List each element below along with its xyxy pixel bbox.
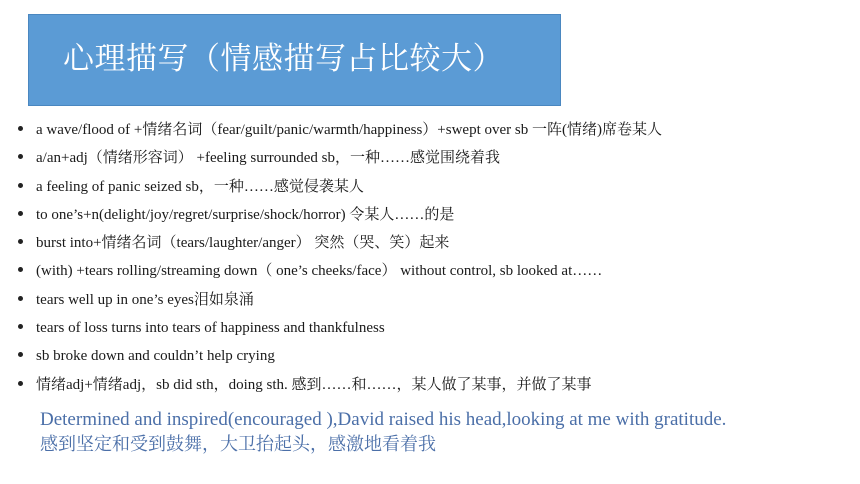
list-item-text: to one’s+n(delight/joy/regret/surprise/shock/horror) 令某人……的是 [36,206,455,223]
bullet-dot-icon [18,352,23,357]
list-item-text: tears well up in one’s eyes泪如泉涌 [36,291,254,308]
example-chinese: 感到坚定和受到鼓舞，大卫抬起头，感激地看着我 [40,434,436,455]
bullet-dot-icon [18,381,23,386]
list-item [0,201,860,229]
example-english: Determined and inspired(encouraged ),David raised his head,looking at me with gratitude. [40,409,727,430]
list-item-text: a/an+adj（情绪形容词） +feeling surrounded sb，一种……感觉围绕着我 [36,150,500,167]
list-item-text: (with) +tears rolling/streaming down（ one’s cheeks/face） without control, sb looked at…… [36,263,603,280]
bullet-dot-icon [18,183,23,188]
list-item [0,342,860,370]
bullet-dot-icon [18,126,23,131]
list-item-text: sb broke down and couldn’t help crying [36,348,275,365]
slide-title: 心理描写（情感描写占比较大） [63,41,504,77]
list-item [0,144,860,172]
title-banner [28,14,561,106]
list-item-text: a wave/flood of +情绪名词（fear/guilt/panic/warmth/happiness）+swept over sb 一阵(情绪)席卷某人 [36,122,662,138]
list-item-text: 情绪adj+情绪adj，sb did sth，doing sth. 感到……和……，某人做了某事，并做了某事 [36,376,592,393]
list-item-text: a feeling of panic seized sb，一种……感觉侵袭某人 [36,178,364,195]
example-block [40,408,840,458]
list-item [0,116,860,144]
bullet-dot-icon [18,154,23,159]
list-item-text: tears of loss turns into tears of happiness and thankfulness [36,320,385,337]
bullet-dot-icon [18,324,23,329]
bullet-list [0,116,860,399]
bullet-dot-icon [18,267,23,272]
bullet-dot-icon [18,211,23,216]
list-item [0,314,860,342]
list-item [0,257,860,285]
bullet-dot-icon [18,296,23,301]
list-item-text: burst into+情绪名词（tears/laughter/anger） 突然（哭、笑）起来 [36,235,450,252]
list-item [0,286,860,314]
list-item [0,371,860,399]
list-item [0,229,860,257]
bullet-dot-icon [18,239,23,244]
list-item [0,173,860,201]
